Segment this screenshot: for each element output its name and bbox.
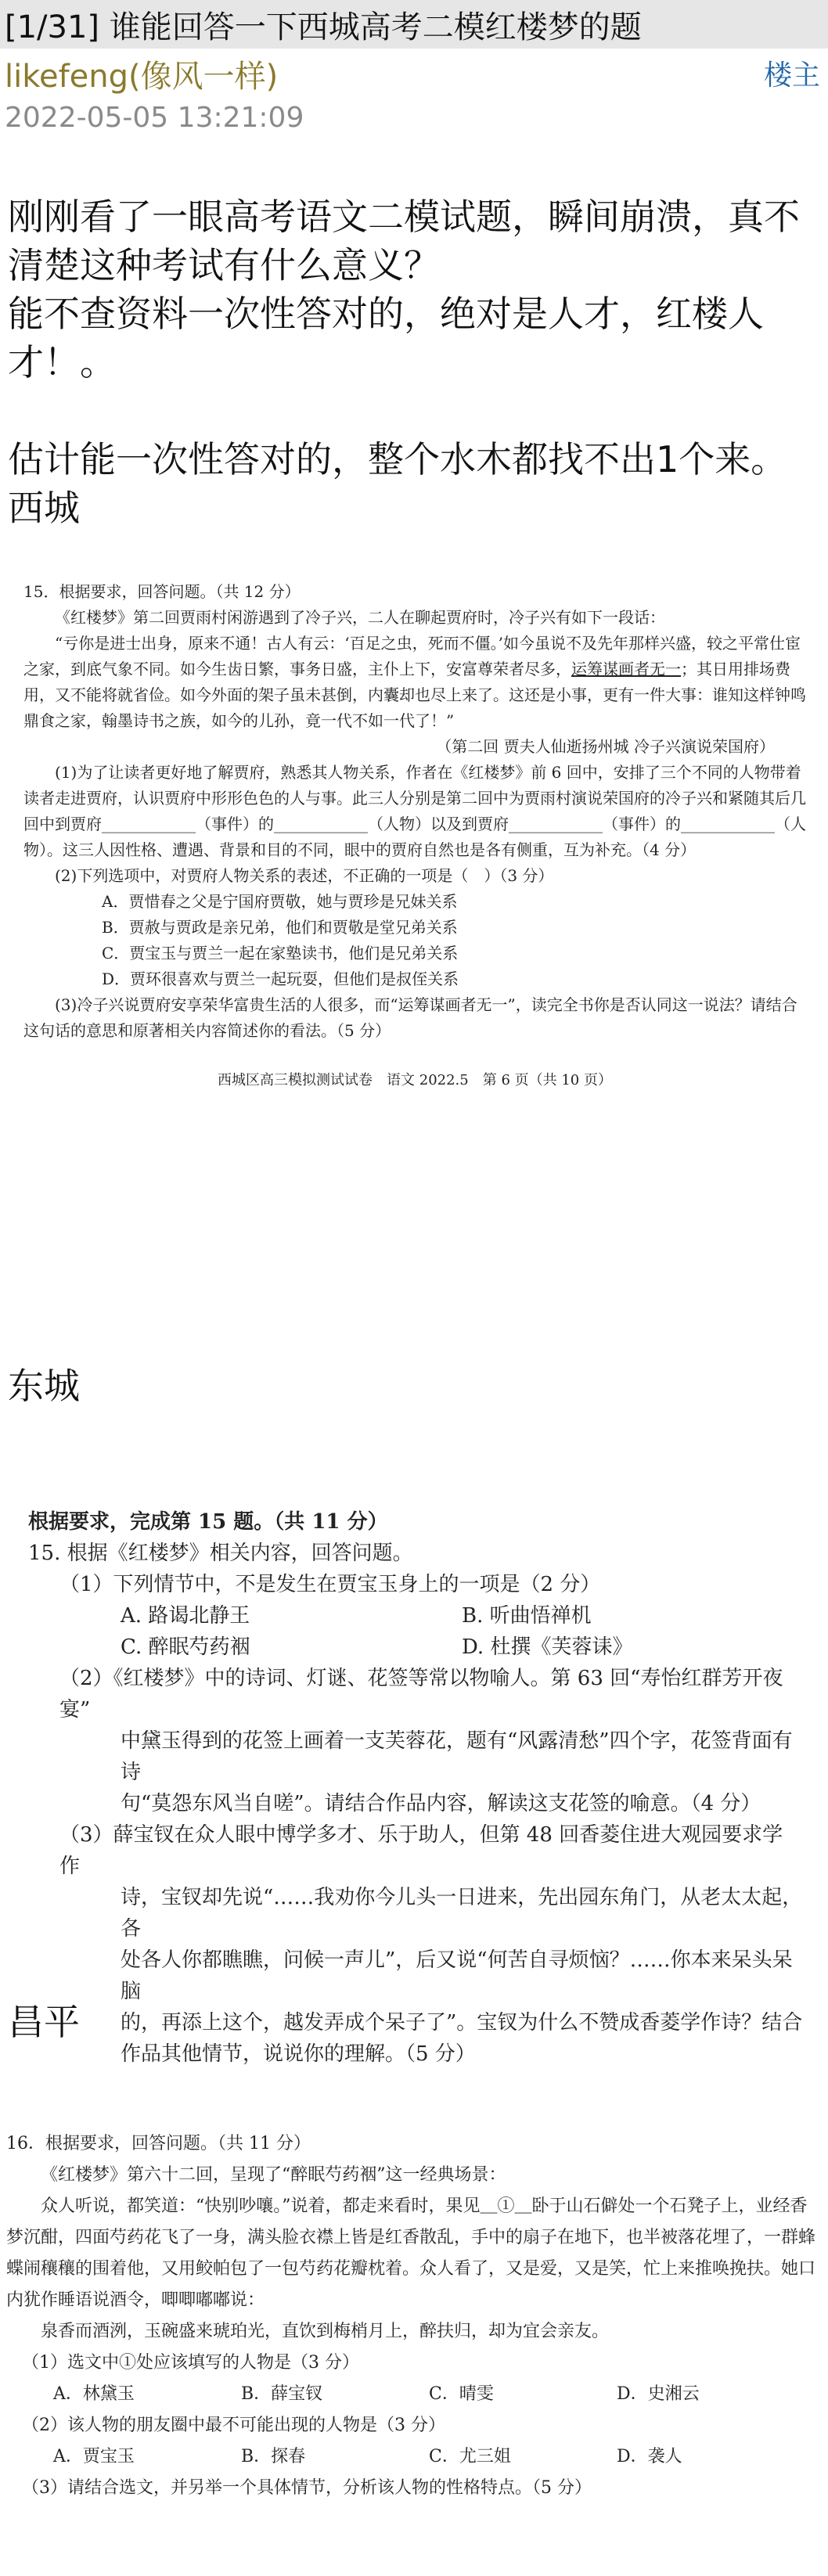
- thread-title-bar: [0, 0, 828, 49]
- sub-question-3: （3）请结合选文，并另举一个具体情节，分析该人物的性格特点。（5 分）: [22, 2478, 592, 2498]
- post-paragraph: 估计能一次性答对的，整个水木都找不出1个来。: [8, 438, 787, 480]
- question-title: 15. 根据《红楼梦》相关内容，回答问题。: [28, 1542, 413, 1565]
- post-body: [8, 192, 822, 532]
- question-intro: 《红楼梦》第六十二回，呈现了“醉眠芍药裀”这一经典场景：: [41, 2165, 506, 2185]
- answer-option: C．贾宝玉与贾兰一起在家塾读书，他们是兄弟关系: [102, 944, 459, 962]
- sub-question-3: （3）薛宝钗在众人眼中博学多才、乐于助人，但第 48 回香菱住进大观园要求学作: [59, 1823, 783, 1878]
- answer-option: A. 路谒北静王: [121, 1604, 250, 1628]
- question-title: 16．根据要求，回答问题。（共 11 分）: [6, 2134, 311, 2153]
- novel-poem: 泉香而酒洌，玉碗盛来琥珀光，直饮到梅梢月上，醉扶归，却为宜会亲友。: [41, 2322, 610, 2341]
- novel-passage: 众人听说，都笑道：“快别吵嚷。”说着，都走来看时，果见＿①＿卧于山石僻处一个石凳子上，业经香梦沉酣，四面芍药花飞了一身，满头脸衣襟上皆是红香散乱，手中的扇子在地下，也半被落花埋了，一群蜂蝶闹穰穰的围着他，又用鲛帕包了一包芍药花瓣枕着。众人看了，又是爱，又是笑，忙上来推唤挽扶。她口内犹作睡语说酒令，唧唧嘟嘟说：: [6, 2196, 816, 2310]
- answer-option: D．史湘云: [617, 2384, 700, 2404]
- novel-quote: [23, 631, 806, 734]
- options-row: [6, 2379, 820, 2410]
- post-paragraph: 西城: [8, 487, 80, 529]
- dongcheng-exam-image: [28, 1506, 803, 2070]
- quote-part: “亏你是进士出身，原来不通！古人有云：‘百足之虫，死而不僵。’如今虽说不及先年那样兴盛，较之平常仕宦之家，到底气象不同。如今生齿日繁，事务日盛，主仆上下，安富尊荣者尽多，: [23, 634, 801, 678]
- sub-question-2: （2）该人物的朋友圈中最不可能出现的人物是（3 分）: [22, 2416, 445, 2435]
- sub-question-3: (3)冷子兴说贾府安享荣华富贵生活的人很多，而“运筹谋画者无一”，读完全书你是否认同这一说法？请结合这句话的意思和原著相关内容简述你的看法。（5 分）: [23, 995, 797, 1040]
- answer-option: B．贾赦与贾政是亲兄弟，他们和贾敬是堂兄弟关系: [102, 918, 458, 937]
- section-header: 根据要求，完成第 15 题。（共 11 分）: [28, 1510, 388, 1534]
- section-label-changping: 昌平: [8, 2001, 80, 2043]
- quote-underlined: 运筹谋画者无一: [571, 660, 681, 678]
- question-intro: 《红楼梦》第二回贾雨村闲游遇到了冷子兴，二人在聊起贾府时，冷子兴有如下一段话：: [55, 608, 665, 627]
- options-row: [28, 1600, 803, 1632]
- answer-option: A．林黛玉: [53, 2384, 135, 2404]
- question-line: 的，再添上这个，越发弄成个呆子了”。宝钗为什么不赞成香菱学作诗？结合: [121, 2011, 803, 2035]
- xicheng-exam-image: [23, 579, 806, 1093]
- owner-badge: 楼主: [763, 59, 820, 92]
- answer-option: B．薛宝钗: [241, 2384, 323, 2404]
- question-line: 作品其他情节，说说你的理解。（5 分）: [121, 2042, 476, 2066]
- sub-question-1: （1）下列情节中，不是发生在贾宝玉身上的一项是（2 分）: [59, 1573, 601, 1596]
- post-paragraph: 能不查资料一次性答对的，绝对是人才，红楼人才！。: [8, 293, 764, 383]
- options-row: [28, 1632, 803, 1663]
- section-label-dongcheng: 东城: [8, 1365, 80, 1407]
- answer-option: D. 杜撰《芙蓉诔》: [462, 1635, 633, 1659]
- sub-question-1: （1）选文中①处应该填写的人物是（3 分）: [22, 2353, 359, 2373]
- question-line: 句“莫怨东风当自嗟”。请结合作品内容，解读这支花签的喻意。（4 分）: [121, 1792, 761, 1815]
- post-timestamp: 2022-05-05 13:21:09: [5, 102, 304, 134]
- paragraph-gap: [8, 387, 822, 435]
- answer-option: B. 听曲悟禅机: [462, 1604, 592, 1628]
- answer-option: C. 醉眠芍药裀: [121, 1635, 250, 1659]
- answer-option: B．探春: [241, 2447, 306, 2466]
- question-line: 诗，宝钗却先说“……我劝你今儿头一日进来，先出园东角门，从老太太起，各: [121, 1886, 803, 1941]
- answer-option: C．尤三姐: [429, 2447, 511, 2466]
- options-row: [6, 2441, 820, 2473]
- changping-exam-image: [6, 2128, 820, 2504]
- thread-title: [1/31] 谁能回答一下西城高考二模红楼梦的题: [5, 9, 642, 45]
- answer-option: A．贾惜春之父是宁国府贾敬，她与贾珍是兄妹关系: [102, 892, 458, 911]
- sub-question-1: (1)为了让读者更好地了解贾府，熟悉其人物关系，作者在《红楼梦》前 6 回中，安排了三个不同的人物带着读者走进贾府，认识贾府中形形色色的人与事。此三人分别是第二回中为贾雨村演说荣国府的冷子兴和紧随其后几回中到贾府____________（事件）的____________（人物）以及到贾府____________（事件）的____________（人物）。这三人因性格、遭遇、背景和目的不同，眼中的贾府自然也是各有侧重，互为补充。（4 分）: [23, 763, 806, 859]
- quote-citation: （第二回 贾夫人仙逝扬州城 冷子兴演说荣国府）: [436, 737, 775, 756]
- answer-option: D．贾环很喜欢与贾兰一起玩耍，但他们是叔侄关系: [102, 970, 459, 988]
- exam-footer: 西城区高三模拟测试试卷 语文 2022.5 第 6 页（共 10 页）: [218, 1072, 612, 1088]
- question-line: 中黛玉得到的花签上画着一支芙蓉花，题有“风露清愁”四个字，花签背面有诗: [121, 1729, 793, 1784]
- question-title: 15．根据要求，回答问题。（共 12 分）: [23, 582, 301, 601]
- quote-part: ；其日用排场费用，又不能将就省俭。如今外面的架子虽未甚倒，内囊却也尽上来了。这还是小事，更有一件大事：谁知这样钟鸣鼎食之家，翰墨诗书之族，如今的儿孙，竟一代不如一代了！”: [23, 660, 806, 730]
- post-paragraph: 刚刚看了一眼高考语文二模试题，瞬间崩溃，真不清楚这种考试有什么意义？: [8, 196, 800, 286]
- answer-option: D．袭人: [617, 2447, 682, 2466]
- question-line: 处各人你都瞧瞧，问候一声儿”，后又说“何苦自寻烦恼？……你本来呆头呆脑: [121, 1948, 793, 2003]
- answer-option: A．贾宝玉: [53, 2447, 135, 2466]
- sub-question-2: (2)下列选项中，对贾府人物关系的表述，不正确的一项是（ ）（3 分）: [55, 866, 554, 885]
- answer-option: C．晴雯: [429, 2384, 494, 2404]
- sub-question-2: （2）《红楼梦》中的诗词、灯谜、花签等常以物喻人。第 63 回“寿怡红群芳开夜宴”: [59, 1667, 783, 1722]
- author-name[interactable]: likefeng(像风一样): [5, 59, 279, 95]
